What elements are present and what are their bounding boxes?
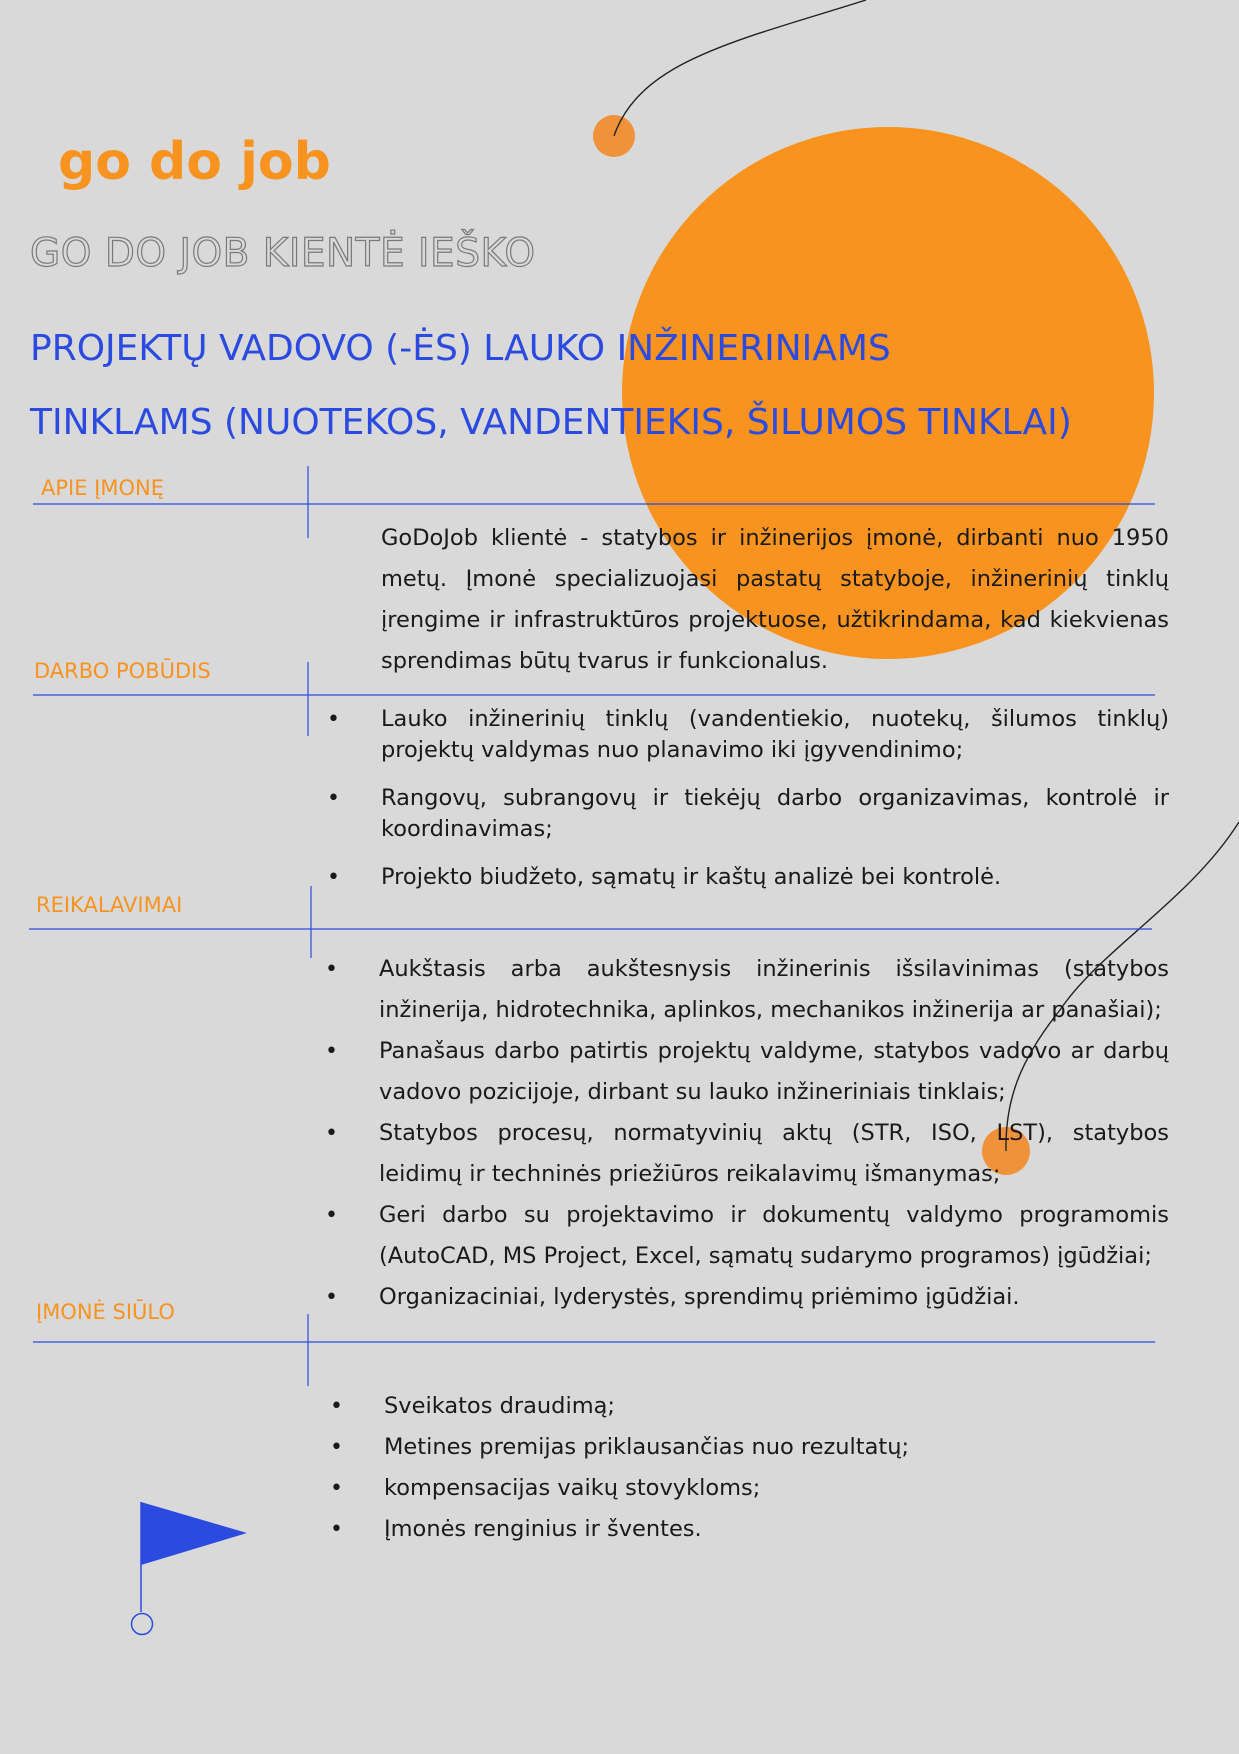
- list-item: [325, 1277, 1169, 1318]
- list-item-text: Sveikatos draudimą;: [384, 1393, 615, 1419]
- list-item-text: Įmonės renginius ir šventes.: [384, 1516, 702, 1542]
- offers-list: [330, 1386, 1084, 1550]
- list-item-text: kompensacijas vaikų stovykloms;: [384, 1475, 761, 1501]
- list-item-text: Projekto biudžeto, sąmatų ir kaštų analizė bei kontrolė.: [381, 864, 1002, 890]
- list-item: [325, 1195, 1169, 1277]
- list-item: [330, 1386, 1084, 1427]
- bullet-icon: •: [325, 1203, 338, 1228]
- kicker-heading: GO DO JOB KIENTĖ IEŠKO: [30, 231, 536, 276]
- list-item: [325, 949, 1169, 1031]
- list-item-text: Organizaciniai, lyderystės, sprendimų priėmimo įgūdžiai.: [379, 1284, 1020, 1310]
- bullet-icon: •: [330, 1476, 343, 1501]
- bullet-icon: •: [325, 957, 338, 982]
- duties-list: [327, 704, 1169, 910]
- list-item: [330, 1468, 1084, 1509]
- list-item: [327, 783, 1169, 845]
- bullet-icon: •: [327, 786, 340, 811]
- bullet-icon: •: [325, 1121, 338, 1146]
- bullet-icon: •: [330, 1435, 343, 1460]
- bullet-icon: •: [325, 1285, 338, 1310]
- list-item-text: Geri darbo su projektavimo ir dokumentų valdymo programomis (AutoCAD, MS Project, Excel, sąmatų sudarymo programos) įgūdžiai;: [379, 1202, 1169, 1269]
- job-title-line-1: PROJEKTŲ VADOVO (-ĖS) LAUKO INŽINERINIAMS: [30, 328, 891, 369]
- list-item: [330, 1509, 1084, 1550]
- about-paragraph: GoDoJob klientė - statybos ir inžinerijos įmonė, dirbanti nuo 1950 metų. Įmonė specializuojasi pastatų statyboje, inžinerinių tinklų įrengime ir infrastruktūros projektuose, užtikrindama, kad kiekvienas sprendimas būtų tvarus ir funkcionalus.: [381, 525, 1169, 674]
- requirements-list: [325, 949, 1169, 1318]
- list-item-text: Rangovų, subrangovų ir tiekėjų darbo organizavimas, kontrolė ir koordinavimas;: [381, 785, 1169, 842]
- list-item: [325, 1031, 1169, 1113]
- section-label-duties: DARBO POBŪDIS: [34, 659, 211, 683]
- section-label-offers: ĮMONĖ SIŪLO: [36, 1300, 175, 1324]
- list-item-text: Aukštasis arba aukštesnysis inžinerinis išsilavinimas (statybos inžinerija, hidrotechnika, aplinkos, mechanikos inžinerija ar panašiai);: [379, 956, 1169, 1023]
- list-item: [327, 704, 1169, 766]
- list-item-text: Panašaus darbo patirtis projektų valdyme, statybos vadovo ar darbų vadovo pozicijoje, dirbant su lauko inžineriniais tinklais;: [379, 1038, 1169, 1105]
- bullet-icon: •: [330, 1394, 343, 1419]
- list-item-text: Statybos procesų, normatyvinių aktų (STR, ISO, LST), statybos leidimų ir techninės priežiūros reikalavimų išmanymas;: [379, 1120, 1169, 1187]
- list-item-text: Metines premijas priklausančias nuo rezultatų;: [384, 1434, 910, 1460]
- logo: go do job: [58, 132, 331, 192]
- section-label-about: APIE ĮMONĘ: [41, 476, 164, 500]
- flag-icon: [132, 1502, 248, 1635]
- list-item: [325, 1113, 1169, 1195]
- top-curve: [614, 0, 866, 136]
- list-item: [327, 862, 1169, 893]
- bullet-icon: •: [327, 865, 340, 890]
- job-title-line-2: TINKLAMS (NUOTEKOS, VANDENTIEKIS, ŠILUMOS TINKLAI): [30, 402, 1072, 443]
- section-label-requirements: REIKALAVIMAI: [36, 893, 183, 917]
- list-item: [330, 1427, 1084, 1468]
- bullet-icon: •: [330, 1517, 343, 1542]
- list-item-text: Lauko inžinerinių tinklų (vandentiekio, nuotekų, šilumos tinklų) projektų valdymas nuo planavimo iki įgyvendinimo;: [381, 706, 1169, 763]
- bullet-icon: •: [325, 1039, 338, 1064]
- job-title: [30, 312, 1190, 460]
- bullet-icon: •: [327, 707, 340, 732]
